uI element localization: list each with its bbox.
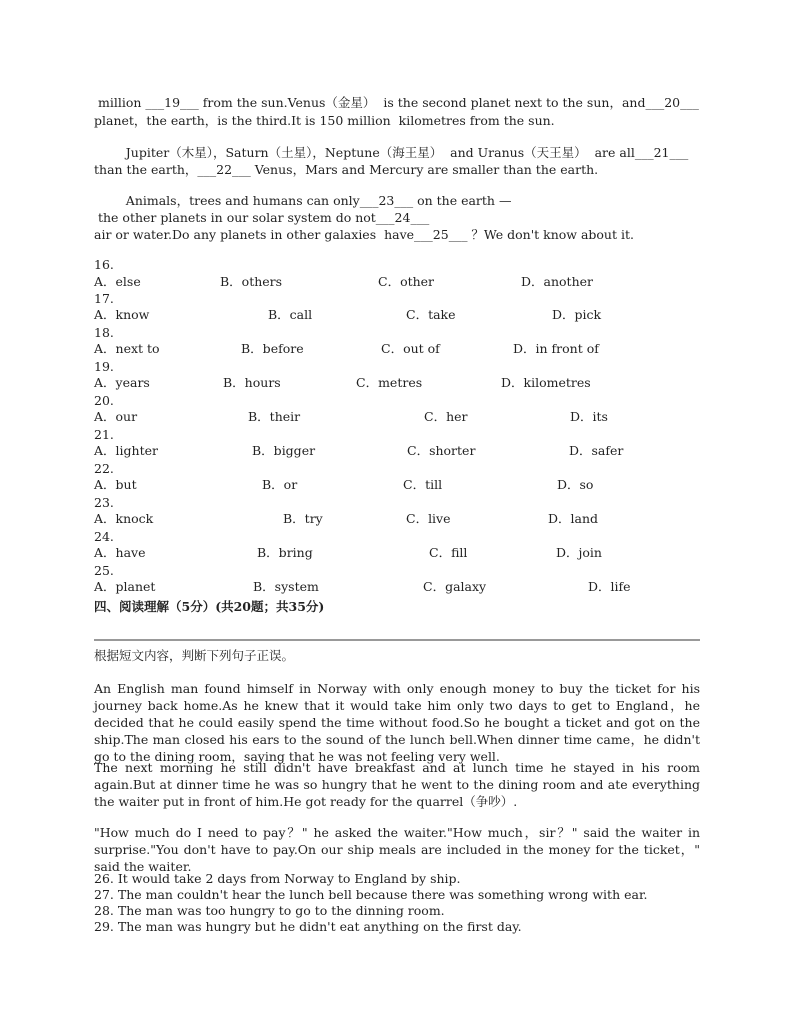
option-c: C．take	[406, 307, 456, 322]
question-number: 18.	[94, 325, 114, 340]
option-b: B．bigger	[252, 443, 316, 458]
option-b: B．others	[220, 274, 283, 289]
question-number: 22.	[94, 461, 114, 476]
divider	[94, 639, 700, 641]
option-d: D．pick	[552, 307, 602, 322]
cloze-line-1: million ___19___ from the sun.Venus（金星） is the second planet next to the sun，and___20___	[94, 95, 699, 110]
reading-paragraph-1: An English man found himself in Norway with only enough money to buy the ticket for his journey back home.As he knew that it would take him only two days to get to England，he decided that he could easily spend the time without food.So he bought a ticket and got on the ship.The man closed his ears to the sound of the lunch bell.When dinner time came，he didn't go to the dining room，saying that he was not feeling very well.	[94, 681, 700, 764]
option-a: A．planet	[94, 579, 156, 594]
cloze-line-5: Animals，trees and humans can only___23___ on the earth —	[94, 193, 512, 208]
option-d: D．join	[556, 545, 602, 560]
option-a: A．have	[94, 545, 146, 560]
option-c: C．fill	[429, 545, 468, 560]
option-b: B．try	[283, 511, 323, 526]
option-a: A．lighter	[94, 443, 158, 458]
option-d: D．its	[570, 409, 608, 424]
question-number: 23.	[94, 495, 114, 510]
option-a: A．knock	[94, 511, 154, 526]
option-b: B．or	[262, 477, 298, 492]
question-number: 16.	[94, 257, 114, 272]
question-number: 21.	[94, 427, 114, 442]
cloze-line-7: air or water.Do any planets in other galaxies have___25___ ？We don't know about it.	[94, 227, 634, 242]
option-a: A．know	[94, 307, 150, 322]
statement-28: 28. The man was too hungry to go to the dinning room.	[94, 903, 445, 918]
option-d: D．life	[588, 579, 631, 594]
cloze-line-6: the other planets in our solar system do not___24___	[94, 210, 430, 225]
cloze-line-2: planet，the earth，is the third.It is 150 million kilometres from the sun.	[94, 113, 555, 128]
option-c: C．out of	[381, 341, 440, 356]
option-b: B．bring	[257, 545, 313, 560]
option-b: B．call	[268, 307, 313, 322]
option-b: B．before	[241, 341, 304, 356]
section-heading: 四、阅读理解（5分）(共20题；共35分)	[94, 599, 325, 614]
reading-paragraph-2: The next morning he still didn't have breakfast and at lunch time he stayed in his room again.But at dinner time he was so hungry that he went to the dining room and ate everything the waiter put in front of him.He got ready for the quarrel（争吵）.	[94, 760, 700, 809]
option-b: B．system	[253, 579, 319, 594]
option-c: C．metres	[356, 375, 423, 390]
option-a: A．our	[94, 409, 138, 424]
option-b: B．hours	[223, 375, 281, 390]
option-a: A．years	[94, 375, 150, 390]
question-number: 17.	[94, 291, 114, 306]
option-d: D．land	[548, 511, 599, 526]
option-a: A．next to	[94, 341, 160, 356]
reading-instruction: 根据短文内容，判断下列句子正误。	[94, 648, 295, 663]
option-c: C．live	[406, 511, 451, 526]
option-d: D．kilometres	[501, 375, 591, 390]
cloze-line-3: Jupiter（木星），Saturn（土星），Neptune（海王星） and Uranus（天王星） are all___21___	[94, 145, 689, 160]
cloze-line-4: than the earth，___22___ Venus，Mars and Mercury are smaller than the earth.	[94, 162, 599, 177]
question-number: 20.	[94, 393, 114, 408]
reading-paragraph-3: "How much do I need to pay？" he asked the waiter."How much，sir？" said the waiter in surprise."You don't have to pay.On our ship meals are included in the money for the ticket，" said the waiter.	[94, 825, 700, 874]
statement-27: 27. The man couldn't hear the lunch bell because there was something wrong with ear.	[94, 887, 648, 902]
option-a: A．else	[94, 274, 141, 289]
statement-29: 29. The man was hungry but he didn't eat anything on the first day.	[94, 919, 522, 934]
option-a: A．but	[94, 477, 137, 492]
question-number: 25.	[94, 563, 114, 578]
option-c: C．her	[424, 409, 468, 424]
question-number: 24.	[94, 529, 114, 544]
option-c: C．other	[378, 274, 435, 289]
option-c: C．galaxy	[423, 579, 487, 594]
option-d: D．so	[557, 477, 594, 492]
option-d: D．safer	[569, 443, 624, 458]
statement-26: 26. It would take 2 days from Norway to England by ship.	[94, 871, 461, 886]
question-number: 19.	[94, 359, 114, 374]
option-d: D．in front of	[513, 341, 599, 356]
option-c: C．shorter	[407, 443, 476, 458]
option-b: B．their	[248, 409, 301, 424]
option-c: C．till	[403, 477, 443, 492]
option-d: D．another	[521, 274, 593, 289]
